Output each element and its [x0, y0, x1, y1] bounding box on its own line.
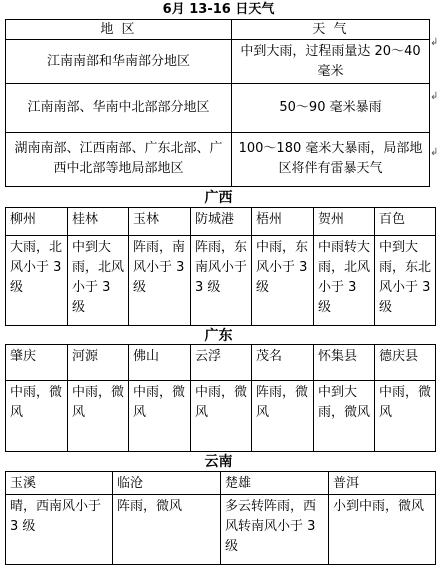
weather-cell: 中雨转大雨，北风小于 3 级: [314, 236, 375, 326]
weather-header: 天 气: [232, 20, 430, 40]
weather-cell: 多云转阵雨，西风转南风小于 3 级: [221, 495, 329, 565]
weather-cell: 中到大雨，北风小于 3 级: [68, 236, 129, 326]
region-cell: 江南南部和华南部分地区: [6, 40, 232, 84]
city-cell: 德庆县: [375, 345, 436, 381]
weather-cell: 50～90 毫米暴雨: [232, 84, 430, 132]
city-cell: 怀集县: [314, 345, 375, 381]
weather-cell: 中雨，微风: [68, 381, 129, 452]
guangdong-table: [5, 344, 436, 452]
city-cell: 佛山: [129, 345, 191, 381]
weather-cell: 中到大雨，东北风小于 3 级: [375, 236, 436, 326]
weather-cell: 100～180 毫米大暴雨，局部地区将伴有雷暴天气: [232, 132, 430, 186]
paragraph-mark: ↲: [430, 147, 438, 158]
paragraph-mark: ↲: [430, 91, 438, 102]
weather-cell: 小到中雨，微风: [329, 495, 436, 565]
weather-cell: 大雨，北风小于 3 级: [6, 236, 68, 326]
yunnan-table: [5, 471, 436, 565]
city-cell: 梧州: [252, 208, 314, 236]
city-cell: 桂林: [68, 208, 129, 236]
city-cell: 普洱: [329, 472, 436, 495]
city-cell: 肇庆: [6, 345, 68, 381]
city-cell: 玉林: [129, 208, 191, 236]
weather-cell: 中雨，微风: [375, 381, 436, 452]
region-header: 地 区: [6, 20, 232, 40]
weather-cell: 中雨，东风小于 3 级: [252, 236, 314, 326]
guangxi-table: [5, 207, 436, 326]
guangdong-heading: 广东: [204, 328, 233, 344]
page-title: 6月 13-16 日天气: [162, 2, 275, 17]
table-row: [6, 132, 430, 186]
city-cell: 玉溪: [6, 472, 113, 495]
weather-cell: 中雨，微风: [129, 381, 191, 452]
city-cell: 云浮: [191, 345, 252, 381]
weather-cell: 阵雨，东南风小于 3 级: [191, 236, 252, 326]
weather-cell: 中到大雨，过程雨量达 20～40 毫米: [232, 40, 430, 84]
weather-cell: 中到大雨，微风: [314, 381, 375, 452]
summary-table: [5, 19, 430, 187]
city-cell: 贺州: [314, 208, 375, 236]
city-cell: 临沧: [113, 472, 221, 495]
city-cell: 茂名: [252, 345, 314, 381]
weather-cell: 阵雨，南风小于 3 级: [129, 236, 191, 326]
region-cell: 湖南南部、江西南部、广东北部、广西中北部等地局部地区: [6, 132, 232, 186]
weather-cell: 中雨，微风: [191, 381, 252, 452]
table-row: [6, 84, 430, 132]
city-cell: 河源: [68, 345, 129, 381]
yunnan-heading: 云南: [204, 454, 233, 470]
weather-cell: 中雨，微风: [6, 381, 68, 452]
weather-cell: 晴，西南风小于 3 级: [6, 495, 113, 565]
city-cell: 防城港: [191, 208, 252, 236]
region-cell: 江南南部、华南中北部部分地区: [6, 84, 232, 132]
weather-cell: 阵雨，微风: [252, 381, 314, 452]
table-row: [6, 40, 430, 84]
city-cell: 百色: [375, 208, 436, 236]
guangxi-heading: 广西: [204, 190, 233, 206]
city-cell: 柳州: [6, 208, 68, 236]
city-cell: 楚雄: [221, 472, 329, 495]
weather-cell: 阵雨，微风: [113, 495, 221, 565]
paragraph-mark: ↲: [430, 37, 438, 48]
